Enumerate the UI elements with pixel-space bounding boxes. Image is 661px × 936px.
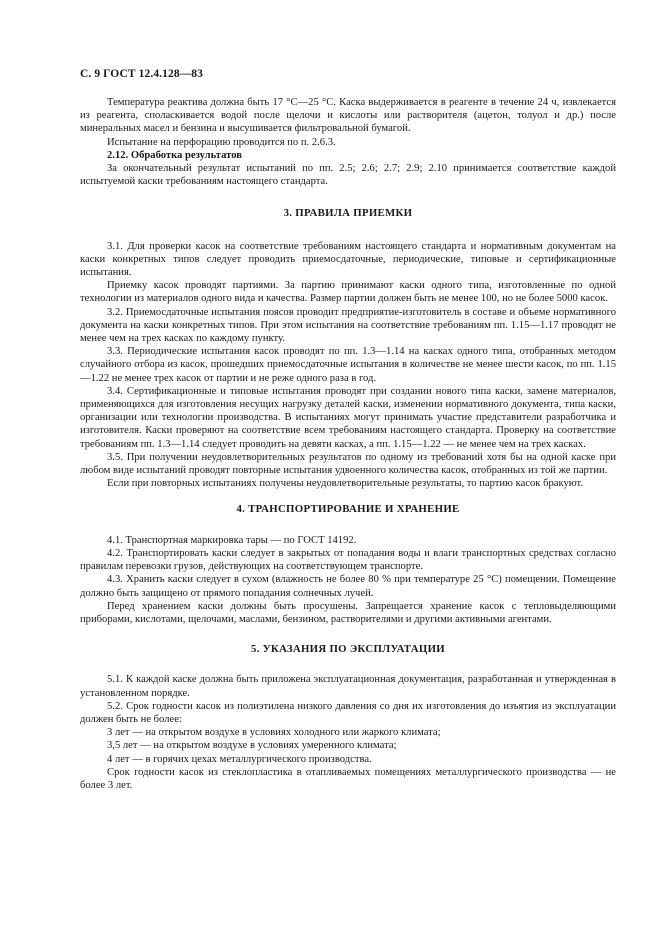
subsection-title: Обработка результатов <box>130 149 242 161</box>
section-5-paragraph: Срок годности касок из стеклопластика в отапливаемых помещениях металлургического производства — не более 3 лет. <box>80 766 616 791</box>
section-4 <box>80 503 616 626</box>
section-5-paragraph: 4 лет — в горячих цехах металлургического производства. <box>107 753 372 765</box>
section-3 <box>80 207 616 490</box>
intro-paragraph-2: Испытание на перфорацию проводится по п. 2.6.3. <box>107 136 336 148</box>
section-3-paragraph: 3.4. Сертификационные и типовые испытания проводят при создании нового типа каски, замене материалов, применяющихся для изготовления несущих нагрузку деталей каски, изменении нормативного документа, типа каски, организации или технологии производства. В испытаниях могут принимать участие представители разработчика и изготовителя. Каски проверяют на соответствие всем требованиям настоящего стандарта. Проверку на соответствие требованиям пп. 1.3—1.14 следует проводить на девяти касках, а пп. 1.15—1.22 — не менее чем на трех касках. <box>80 385 616 450</box>
intro-paragraph-3: За окончательный результат испытаний по пп. 2.5; 2.6; 2.7; 2.9; 2.10 принимается соответствие каждой испытуемой каски требованиям настоящего стандарта. <box>80 163 616 188</box>
document-body <box>80 96 616 792</box>
section-4-paragraph: 4.2. Транспортировать каски следует в закрытых от попадания воды и влаги транспортных средствах согласно правилам перевозки грузов, действующих на соответствующем транспорте. <box>80 547 616 573</box>
section-3-title: 3. ПРАВИЛА ПРИЕМКИ <box>283 207 413 220</box>
section-5-paragraph: 5.2. Срок годности касок из полиэтилена низкого давления со дня их изготовления до изъятия из эксплуатации должен быть не более: <box>80 700 616 725</box>
section-4-paragraph: Перед хранением каски должны быть просушены. Запрещается хранение касок с тепловыделяющими приборами, кислотами, щелочами, маслами, бензином, растворителями и другими активными агентами. <box>80 600 616 625</box>
section-3-paragraph: 3.5. При получении неудовлетворительных результатов по одному из требований хотя бы на одной каске при любом виде испытаний проводят повторные испытания удвоенного количества касок, отобранных из той же партии. <box>80 451 616 477</box>
section-4-paragraph: 4.3. Хранить каски следует в сухом (влажность не более 80 % при температуре 25 °С) помещении. Помещение должно быть защищено от прямого попадания солнечных лучей. <box>80 574 616 599</box>
intro-paragraph-1: Температура реактива должна быть 17 °С—25 °С. Каска выдерживается в реагенте в течение 24 ч, извлекается из реагента, споласкивается водой после щелочи и кислоты или растворителя (ацетон, толуол и др.) после минеральных масел и бензина и высушивается фильтровальной бумагой. <box>80 97 616 135</box>
section-5 <box>80 643 616 792</box>
subsection-heading-2-12 <box>80 149 616 162</box>
section-3-paragraph: 3.3. Периодические испытания касок проводят по пп. 1.3—1.14 на касках одного типа, отобранных методом случайного отбора из касок, прошедших приемосдаточные испытания в количестве не менее шести касок, по пп. 1.15—1.22 не менее трех касок от партии и не реже одного раза в год. <box>80 346 616 384</box>
section-3-paragraph: Приемку касок проводят партиями. За партию принимают каски одного типа, изготовленные по одной технологии из материалов одного вида и качества. Размер партии должен быть не менее 100, но не более 5000 касок. <box>80 280 616 305</box>
section-4-paragraph: 4.1. Транспортная маркировка тары — по ГОСТ 14192. <box>107 534 357 546</box>
section-5-paragraph: 5.1. К каждой каске должна быть приложена эксплуатационная документация, разработанная и утвержденная в установленном порядке. <box>80 674 616 699</box>
section-4-title: 4. ТРАНСПОРТИРОВАНИЕ И ХРАНЕНИЕ <box>236 503 460 516</box>
section-5-paragraph: 3,5 лет — на открытом воздухе в условиях умеренного климата; <box>107 740 397 752</box>
section-3-paragraph: 3.2. Приемосдаточные испытания поясов проводит предприятие-изготовитель в составе и объеме нормативного документа на каски конкретных типов. При этом испытания на соответствие требованиям пп. 1.15—1.17 проводят не менее чем на трех касках по каждому пункту. <box>80 306 616 345</box>
section-5-paragraph: 3 лет — на открытом воздухе в условиях холодного или жаркого климата; <box>107 727 441 739</box>
section-5-title: 5. УКАЗАНИЯ ПО ЭКСПЛУАТАЦИИ <box>251 643 445 656</box>
subsection-number: 2.12. <box>107 149 129 161</box>
section-3-paragraph: Если при повторных испытаниях получены неудовлетворительные результаты, то партию касок бракуют. <box>107 478 584 490</box>
section-3-paragraph: 3.1. Для проверки касок на соответствие требованиям настоящего стандарта и нормативным документам на каски конкретных типов следует проводить приемосдаточные, периодические, типовые и сертификационные испытания. <box>80 240 616 279</box>
page-header: С. 9 ГОСТ 12.4.128—83 <box>80 68 203 80</box>
